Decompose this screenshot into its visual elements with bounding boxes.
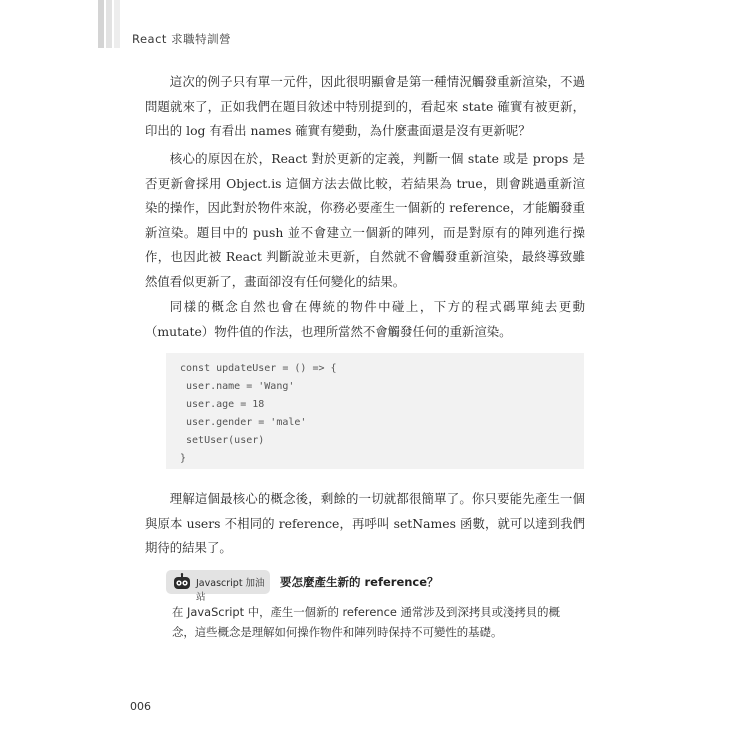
running-title: React 求職特訓營 (132, 32, 232, 46)
tip-badge-label: Javascript 加油站 (196, 578, 265, 603)
body-paragraph: 這次的例子只有單一元件，因此很明顯會是第一種情況觸發重新渲染，不過問題就來了，正如我們在題目敘述中特別提到的，看起來 state 確實有被更新，印出的 log 有看出 names 確實有變動，為什麼畫面還是沒有更新呢？ (145, 74, 585, 138)
code-line: user.gender = 'male' (180, 417, 307, 428)
robot-mascot-icon (172, 573, 192, 591)
header-stripe (106, 0, 112, 48)
header-stripe (98, 0, 104, 48)
code-line: const updateUser = () => { (180, 363, 337, 374)
tip-body: 在 JavaScript 中，產生一個新的 reference 通常涉及到深拷貝或淺拷貝的概念，這些概念是理解如何操作物件和陣列時保持不可變性的基礎。 (172, 605, 560, 639)
body-paragraph: 理解這個最核心的概念後，剩餘的一切就都很簡單了。你只要能先產生一個與原本 users 不相同的 reference，再呼叫 setNames 函數，就可以達到我們期待的結果了。 (145, 491, 585, 555)
header-stripe (114, 0, 120, 48)
page-number: 006 (130, 700, 151, 713)
tip-box (166, 570, 584, 648)
body-paragraph: 同樣的概念自然也會在傳統的物件中碰上，下方的程式碼單純去更動（mutate）物件值的作法，也理所當然不會觸發任何的重新渲染。 (145, 299, 585, 339)
code-line: user.age = 18 (180, 399, 265, 410)
code-line: setUser(user) (180, 435, 265, 446)
body-paragraph: 核心的原因在於，React 對於更新的定義，判斷一個 state 或是 props 是否更新會採用 Object.is 這個方法去做比較，若結果為 true，則會跳過重新渲染的操作，因此對於物件來說，你務必要產生一個新的 reference，才能觸發重新渲染。題目中的 push 並不會建立一個新的陣列，而是對原有的陣列進行操作，也因此被 React 判斷說並未更新，自然就不會觸發重新渲染，最終導致雖然值看似更新了，畫面卻沒有任何變化的結果。 (145, 151, 585, 289)
code-block (166, 353, 584, 469)
code-line: } (180, 453, 187, 464)
code-line: user.name = 'Wang' (180, 381, 295, 392)
tip-title: 要怎麼產生新的 reference？ (280, 575, 439, 589)
header-decoration (98, 0, 126, 48)
tip-badge (166, 570, 270, 603)
